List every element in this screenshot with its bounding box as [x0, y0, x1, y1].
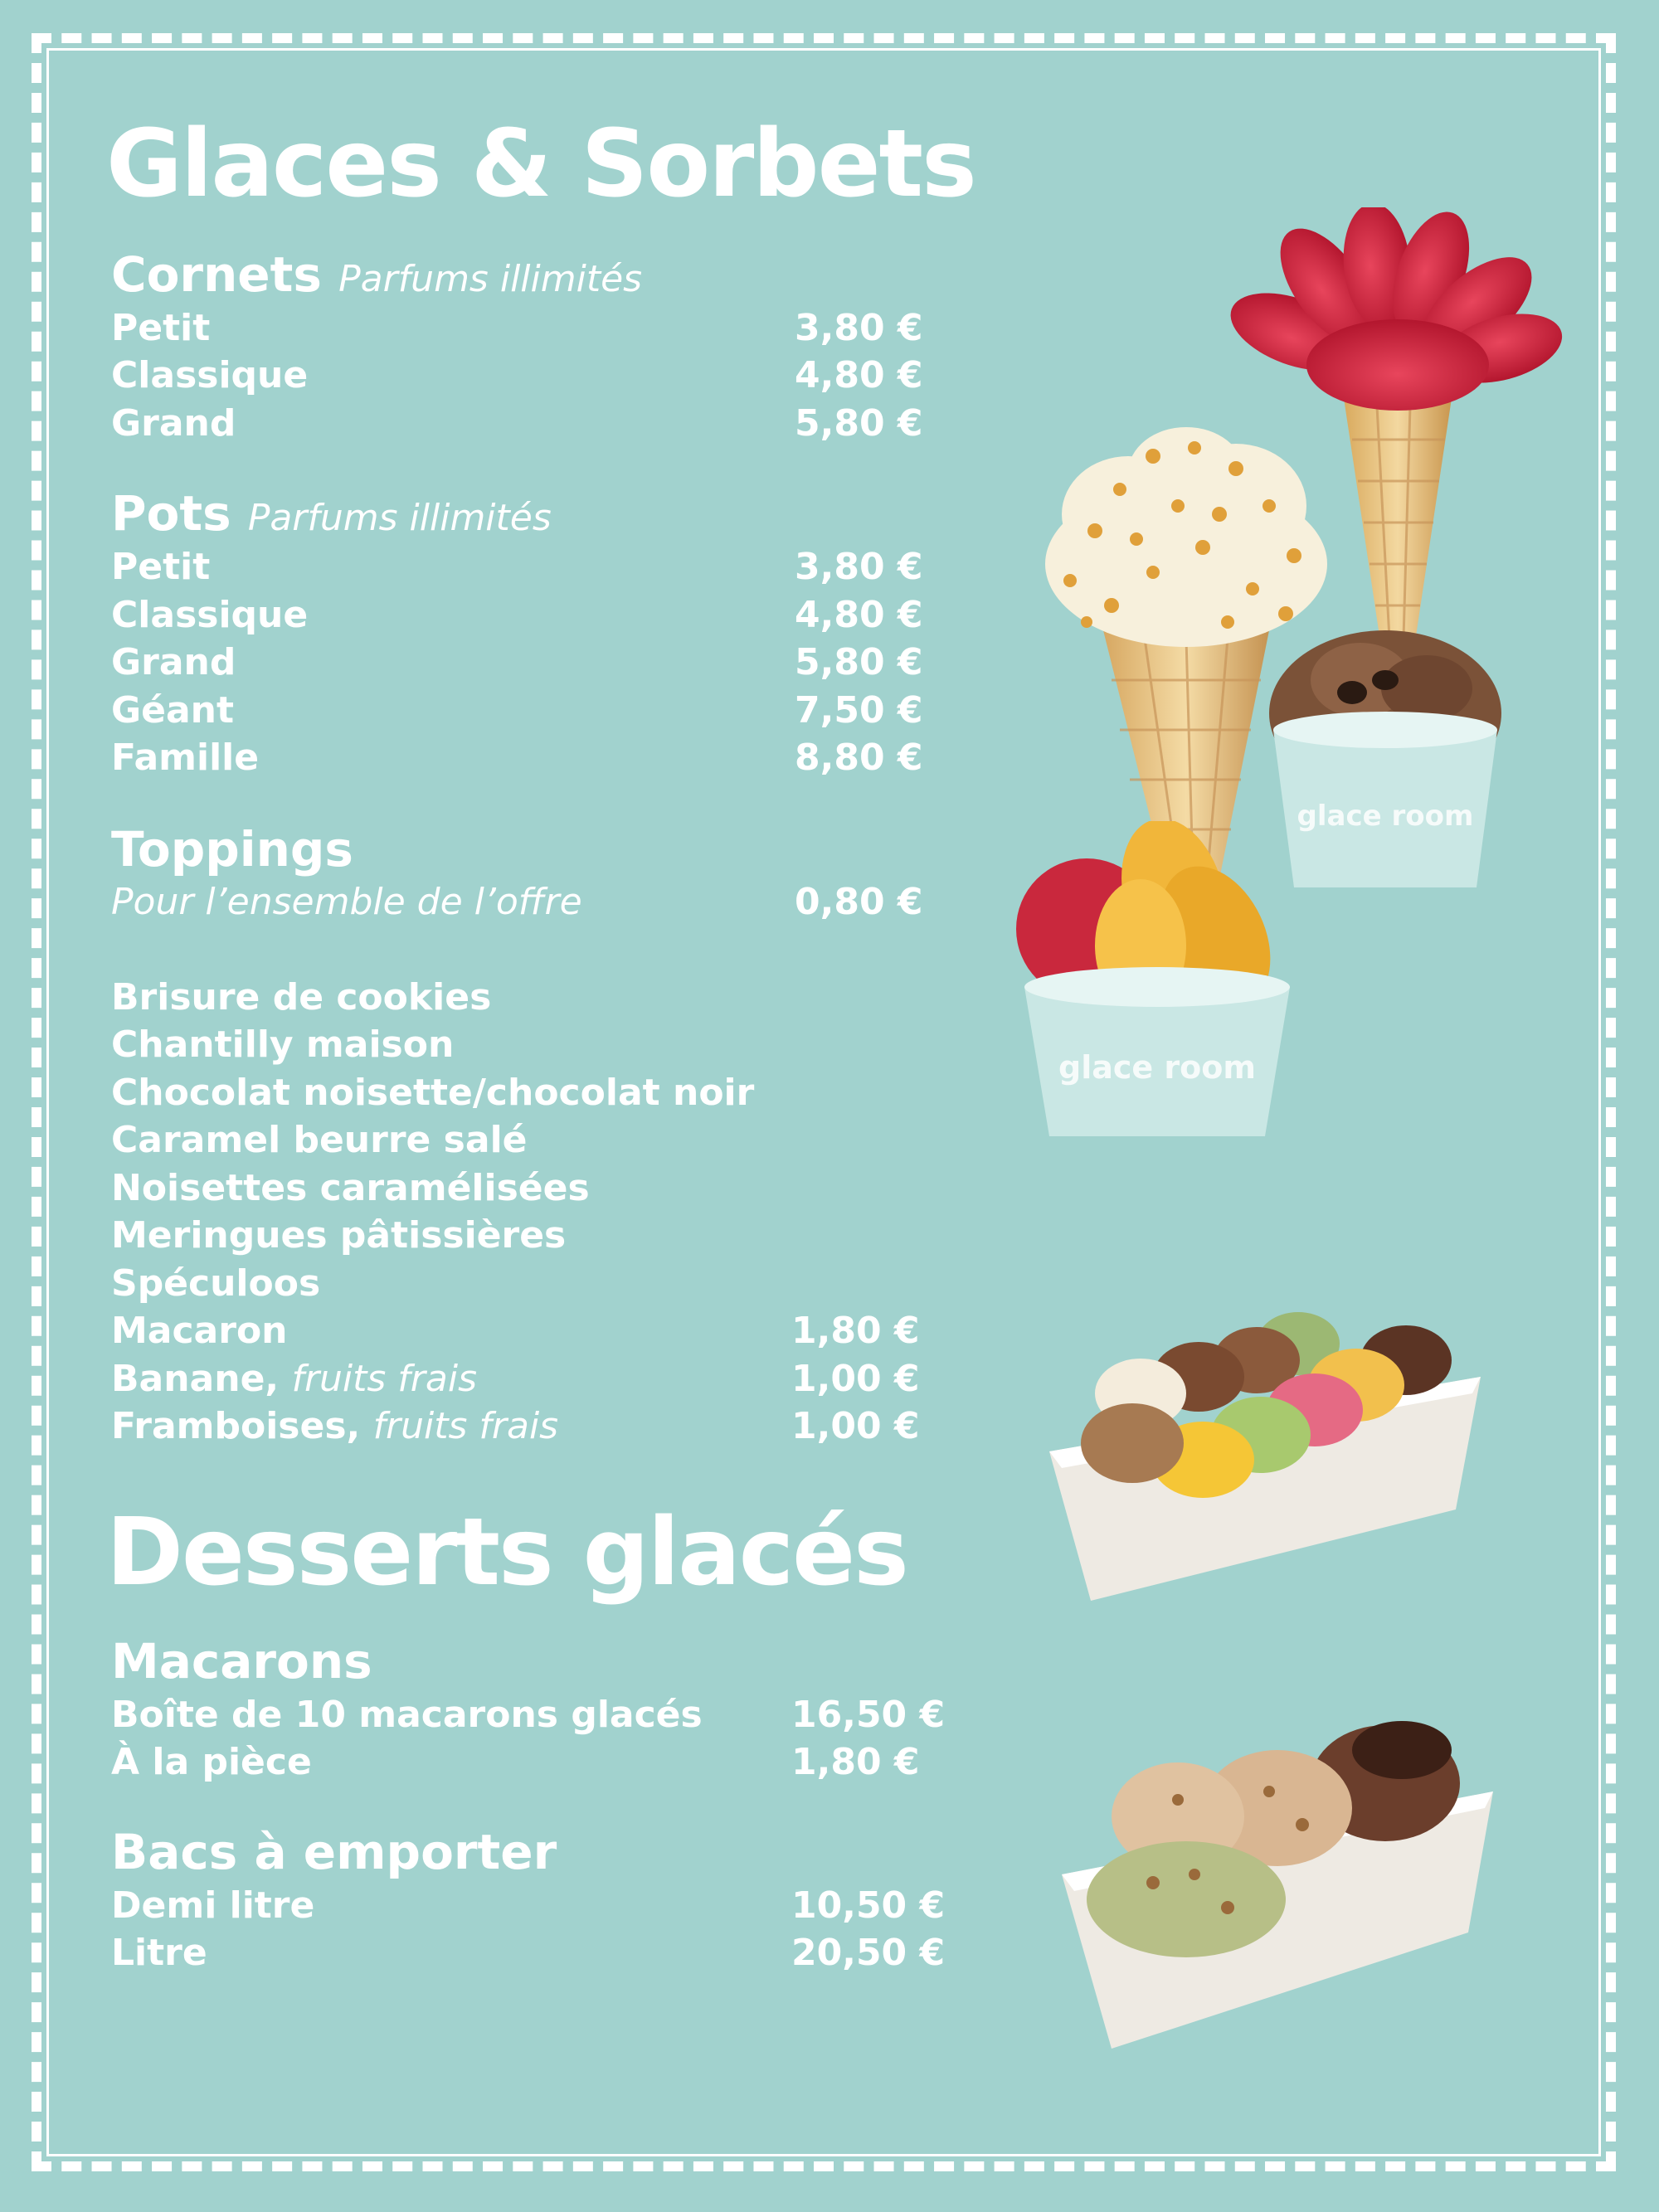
price-row [111, 307, 941, 349]
ice-cream-tub-image [1053, 1717, 1501, 2065]
topping-item: Noisettes caramélisées [111, 1167, 590, 1209]
cup-brand-text: glace room [1297, 800, 1474, 833]
item-price: 1,80 € [791, 1741, 920, 1783]
item-label: Litre [111, 1932, 207, 1974]
item-price: 4,80 € [795, 354, 923, 396]
offer-price: 0,80 € [795, 881, 923, 923]
topping-item: Brisure de cookies [111, 976, 492, 1018]
item-label: Famille [111, 737, 260, 779]
extra-label: Banane, [111, 1358, 280, 1400]
price-row [111, 402, 941, 445]
toppings-title: Toppings [111, 821, 353, 878]
item-price: 3,80 € [795, 546, 923, 588]
extra-price: 1,00 € [791, 1405, 920, 1447]
pots-subtitle: Parfums illimités [247, 497, 552, 539]
item-price: 20,50 € [791, 1932, 946, 1974]
cup-brand-text: glace room [1058, 1049, 1256, 1086]
macarons-title: Macarons [111, 1633, 372, 1689]
price-row [111, 641, 941, 683]
extra-label: Macaron [111, 1310, 288, 1352]
price-row [111, 737, 941, 779]
item-price: 8,80 € [795, 737, 923, 779]
topping-item: Meringues pâtissières [111, 1214, 567, 1257]
cornets-subtitle: Parfums illimités [338, 258, 643, 300]
price-row [111, 689, 941, 732]
topping-extra-row [111, 1310, 941, 1352]
extra-price: 1,80 € [791, 1310, 920, 1352]
bacs-title: Bacs à emporter [111, 1824, 557, 1880]
item-price: 16,50 € [791, 1694, 946, 1736]
item-label: Grand [111, 641, 236, 683]
item-label: Boîte de 10 macarons glacés [111, 1694, 703, 1736]
item-label: Classique [111, 354, 309, 396]
item-price: 3,80 € [795, 307, 923, 349]
item-price: 4,80 € [795, 594, 923, 636]
price-row [111, 546, 941, 588]
topping-item: Chantilly maison [111, 1023, 455, 1066]
topping-item: Chocolat noisette/chocolat noir [111, 1072, 755, 1114]
price-row [111, 1932, 946, 1974]
item-price: 10,50 € [791, 1884, 946, 1927]
cornets-title: Cornets [111, 246, 322, 303]
item-label: Classique [111, 594, 309, 636]
item-label: Petit [111, 307, 211, 349]
topping-item: Caramel beurre salé [111, 1119, 528, 1161]
item-label: Géant [111, 689, 235, 732]
extra-note: fruits frais [372, 1405, 559, 1447]
price-row [111, 1741, 941, 1783]
toppings-offer-row [111, 881, 941, 923]
extra-note: fruits frais [291, 1358, 477, 1400]
item-label: Petit [111, 546, 211, 588]
pots-title: Pots [111, 485, 231, 542]
cornets-heading [111, 246, 643, 303]
price-row [111, 594, 941, 636]
item-label: Demi litre [111, 1884, 315, 1927]
topping-extra-row [111, 1358, 941, 1400]
extra-price: 1,00 € [791, 1358, 920, 1400]
item-price: 5,80 € [795, 641, 923, 683]
macaron-box-image [1041, 1310, 1489, 1617]
section-title-glaces: Glaces & Sorbets [106, 110, 975, 218]
item-price: 5,80 € [795, 402, 923, 445]
section-title-desserts: Desserts glacés [106, 1499, 907, 1607]
item-price: 7,50 € [795, 689, 923, 732]
topping-item: Spéculoos [111, 1262, 321, 1305]
price-row [111, 354, 941, 396]
extra-label: Framboises, [111, 1405, 361, 1447]
item-label: Grand [111, 402, 236, 445]
topping-extra-row [111, 1405, 941, 1447]
item-label: À la pièce [111, 1741, 312, 1783]
price-row [111, 1884, 946, 1927]
offer-label: Pour l’ensemble de l’offre [111, 881, 582, 923]
price-row [111, 1694, 946, 1736]
sorbet-pot-image [1008, 821, 1306, 1145]
pots-heading [111, 485, 552, 542]
